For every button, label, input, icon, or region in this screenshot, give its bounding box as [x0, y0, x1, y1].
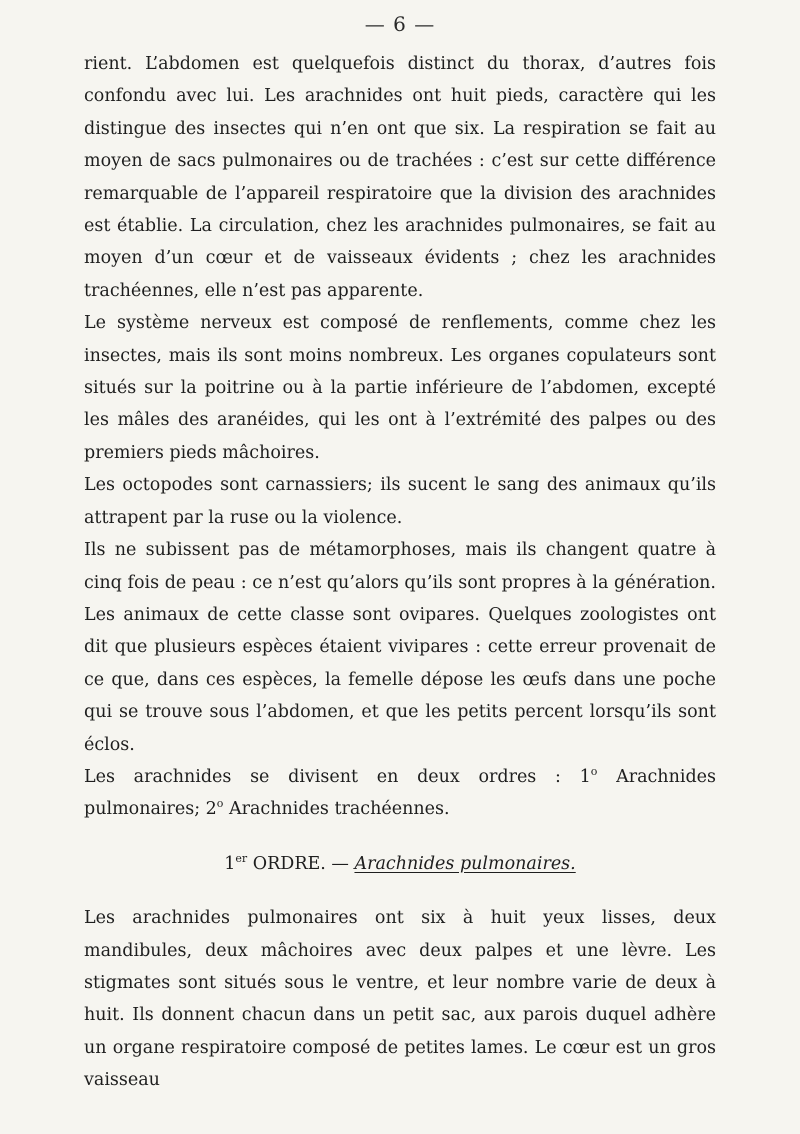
- paragraph-5-middle: Arachnides pulmonaires; 2: [84, 766, 716, 820]
- paragraph-5-end: Arachnides trachéennes.: [223, 799, 450, 820]
- paragraph-1: rient. L’abdomen est quelquefois distinct du thorax, d’autres fois confondu avec lui. Les arachnides ont huit pieds, caractère qui les distingue des insectes qui n’en ont que six. La respiration se fait au moyen de sacs pulmonaires ou de trachées : c’est sur cette différence remarquable de l’appareil respiratoire que la division des arachnides est établie. La circulation, chez les arachnides pulmonaires, se fait au moyen d’un cœur et de vaisseaux évidents ; chez les arachnides trachéennes, elle n’est pas apparente.: [84, 54, 716, 301]
- paragraph-3: Les octopodes sont carnassiers; ils sucent le sang des animaux qu’ils attrapent par la ruse ou la violence.: [84, 475, 716, 528]
- paragraph-6: Les arachnides pulmonaires ont six à huit yeux lisses, deux mandibules, deux mâchoires avec deux palpes et une lèvre. Les stigmates sont situés sous le ventre, et leur nombre varie de deux à huit. Ils donnent chacun dans un petit sac, aux parois duquel adhère un organe respiratoire composé de petites lames. Le cœur est un gros vaisseau: [84, 908, 716, 1091]
- section-number: 1: [224, 853, 236, 874]
- ordinal-sup-2: o: [216, 797, 224, 811]
- paragraph-5: [84, 761, 716, 826]
- page-number: — 6 —: [364, 12, 436, 36]
- paragraph-4: Ils ne subissent pas de métamorphoses, mais ils changent quatre à cinq fois de peau : ce n’est qu’alors qu’ils sont propres à la génération. Les animaux de cette classe sont ovipares. Quelques zoologistes ont dit que plusieurs espèces étaient vivipares : cette erreur provenait de ce que, dans ces espèces, la femelle dépose les œufs dans une poche qui se trouve sous l’abdomen, et que les petits percent lorsqu’ils sont éclos.: [84, 540, 716, 755]
- section-title: Arachnides pulmonaires.: [354, 853, 576, 874]
- section-heading: [84, 848, 716, 880]
- paragraph-5-start: Les arachnides se divisent en deux ordres : 1: [84, 766, 591, 787]
- section-ordinal-suffix: er: [235, 851, 248, 865]
- ordinal-sup-1: o: [590, 765, 598, 779]
- paragraph-2: Le système nerveux est composé de renflements, comme chez les insectes, mais ils sont moins nombreux. Les organes copulateurs sont situés sur la poitrine ou à la partie inférieure de l’abdomen, excepté les mâles des aranéides, qui les ont à l’extrémité des palpes ou des premiers pieds mâchoires.: [84, 313, 716, 463]
- section-label: ORDRE. —: [247, 853, 355, 874]
